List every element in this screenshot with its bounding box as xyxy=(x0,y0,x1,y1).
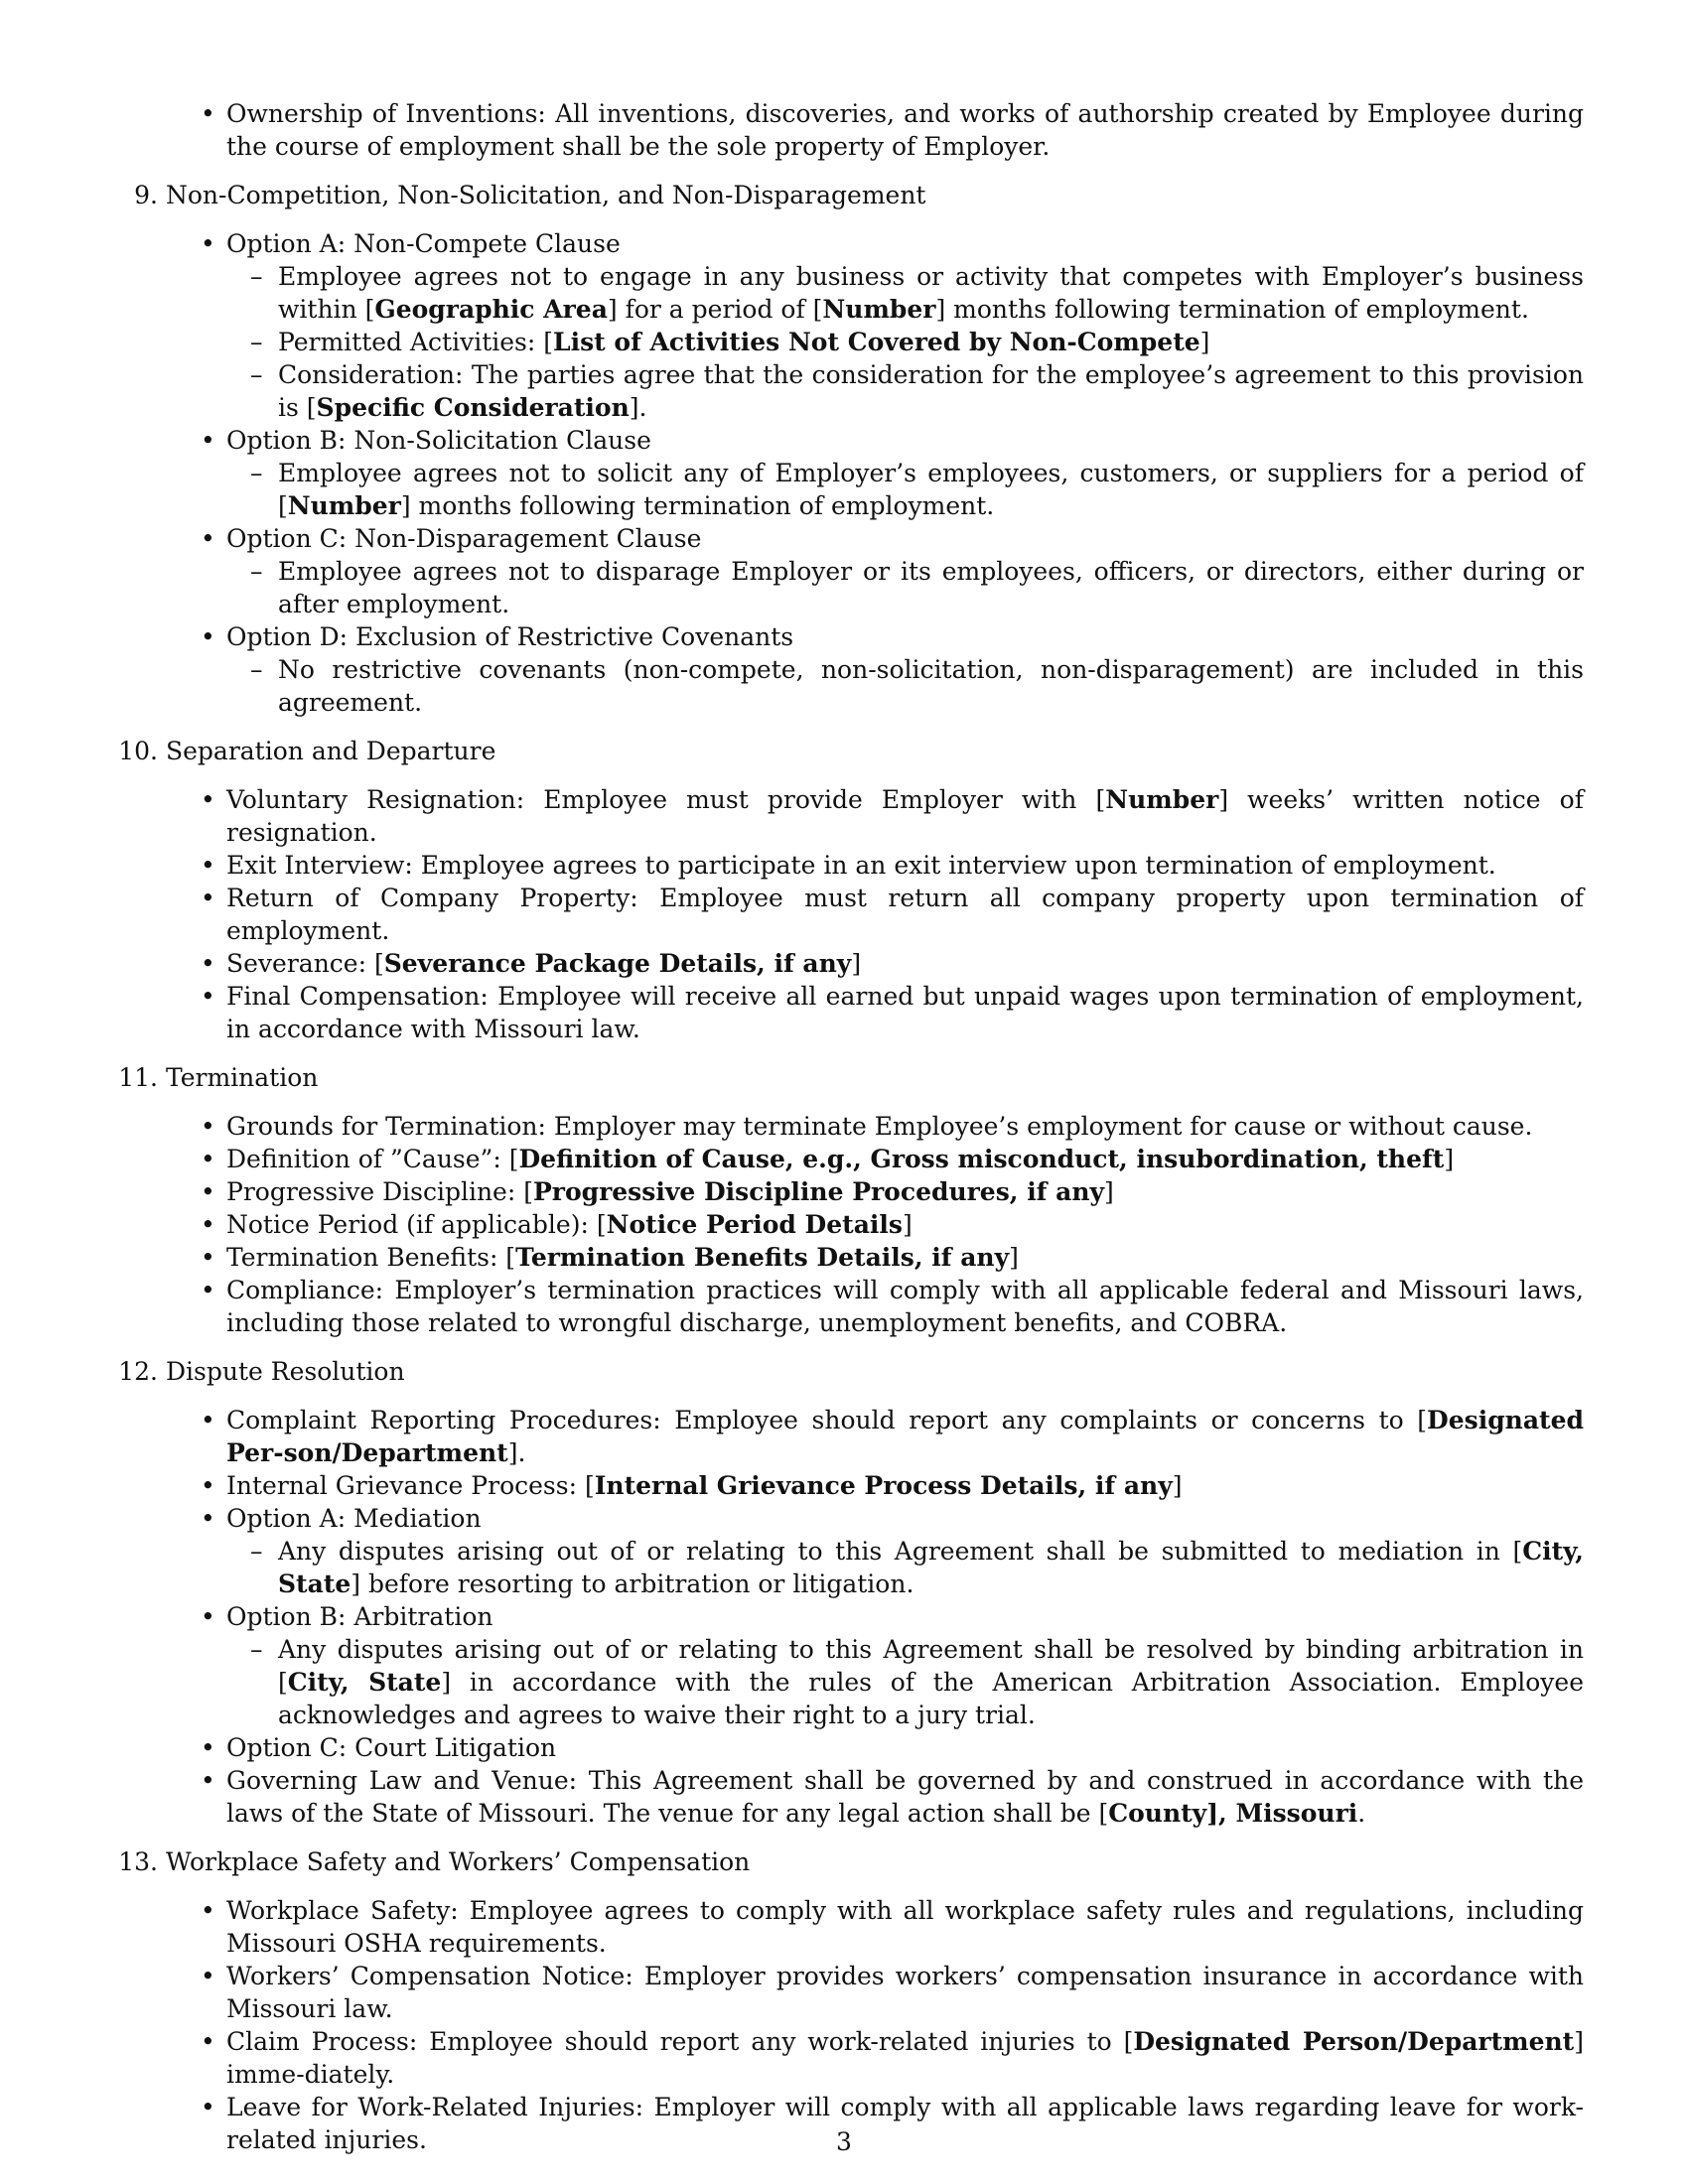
sub-list-item xyxy=(250,358,1584,424)
text-run: . xyxy=(1357,1799,1366,1828)
section-title: Termination xyxy=(166,1063,319,1092)
placeholder-field: Notice Period Details xyxy=(606,1210,903,1239)
sub-list-item xyxy=(250,326,1584,358)
list-item xyxy=(201,1469,1584,1502)
list-item-text xyxy=(226,980,1584,1045)
section-heading xyxy=(114,1061,1584,1094)
list-item-text xyxy=(226,1241,1584,1274)
list-item xyxy=(201,980,1584,1045)
text-run: ] imme-diately. xyxy=(226,2027,1584,2089)
text-run: Complaint Reporting Procedures: Employee should report any complaints or concerns to [ xyxy=(226,1406,1428,1434)
list-item-text xyxy=(226,1404,1584,1469)
dash-icon: – xyxy=(250,1537,263,1566)
list-item-text xyxy=(226,1960,1584,2025)
bullet-icon: • xyxy=(201,1962,215,1990)
list-item xyxy=(201,1731,1584,1764)
bullet-icon: • xyxy=(201,1112,215,1141)
section-heading xyxy=(114,179,1584,211)
list-item xyxy=(201,1274,1584,1339)
section-number: 12. xyxy=(118,1357,158,1386)
bullet-icon: • xyxy=(201,2027,215,2056)
placeholder-field: Definition of Cause, e.g., Gross misconduct, insubordination, theft xyxy=(518,1145,1445,1173)
list-item-text: Option D: Exclusion of Restrictive Covenants xyxy=(226,622,794,651)
bullet-icon: • xyxy=(201,1766,215,1795)
text-run: ] weeks’ written notice of resignation. xyxy=(226,785,1584,847)
placeholder-field: Designated Per-son/Department xyxy=(226,1406,1584,1467)
list-item xyxy=(201,522,1584,620)
placeholder-field: Severance Package Details, if any xyxy=(383,949,852,978)
list-item-text xyxy=(226,1143,1584,1175)
text-run: Any disputes arising out of or relating to this Agreement shall be resolved by binding arbitration in [ xyxy=(278,1635,1584,1697)
list-item-text xyxy=(226,849,1584,882)
text-run: ] in accordance with the rules of the American Arbitration Association. Employee acknowledges and agrees to waive their right to a jury trial. xyxy=(278,1668,1584,1729)
text-run: Compliance: Employer’s termination practices will comply with all applicable federal and Missouri laws, including those related to wrongful discharge, unemployment benefits, and COBRA. xyxy=(226,1276,1584,1337)
list-item-text: Option A: Non-Compete Clause xyxy=(226,229,621,258)
bullet-icon: • xyxy=(201,1896,215,1925)
text-run: ] xyxy=(1104,1177,1114,1206)
text-run: Permitted Activities: [ xyxy=(278,328,553,356)
list-item xyxy=(201,1502,1584,1600)
dash-icon: – xyxy=(250,1635,263,1664)
bullet-icon: • xyxy=(201,229,215,258)
text-run: Consideration: The parties agree that the consideration for the employee’s agreement to this provision is [ xyxy=(278,360,1584,422)
sub-list-item xyxy=(250,457,1584,522)
section-10 xyxy=(114,735,1584,1045)
dash-icon: – xyxy=(250,655,263,684)
list-item-text: Option B: Arbitration xyxy=(226,1602,493,1631)
sub-list xyxy=(226,457,1584,522)
bullet-icon: • xyxy=(201,1406,215,1434)
text-run: ] months following termination of employment. xyxy=(400,491,995,520)
section-title: Workplace Safety and Workers’ Compensation xyxy=(166,1847,751,1876)
bullet-icon: • xyxy=(201,949,215,978)
list-item xyxy=(201,1600,1584,1731)
sub-list xyxy=(226,555,1584,620)
sub-list xyxy=(226,260,1584,424)
section-title: Separation and Departure xyxy=(166,737,496,765)
text-run: Option C: Court Litigation xyxy=(226,1733,557,1762)
text-run: Termination Benefits: [ xyxy=(226,1243,516,1272)
sections xyxy=(114,179,1584,2156)
section-number: 11. xyxy=(118,1063,158,1092)
text-run: Return of Company Property: Employee must return all company property upon termination of employment. xyxy=(226,884,1584,945)
bullet-icon: • xyxy=(201,1276,215,1304)
placeholder-field: Specific Consideration xyxy=(316,393,630,422)
placeholder-field: Number xyxy=(822,295,936,324)
section-number: 13. xyxy=(118,1847,158,1876)
text-run: Claim Process: Employee should report any work-related injuries to [ xyxy=(226,2027,1134,2056)
text-run: Exit Interview: Employee agrees to participate in an exit interview upon termination of employment. xyxy=(226,851,1496,880)
list-item-text xyxy=(226,1208,1584,1241)
list-item xyxy=(201,620,1584,719)
section-title: Dispute Resolution xyxy=(166,1357,405,1386)
text-run: Definition of ”Cause”: [ xyxy=(226,1145,519,1173)
text-run: ] xyxy=(902,1210,913,1239)
bullet-icon: • xyxy=(201,524,215,553)
section-number: 9. xyxy=(134,181,158,209)
sub-list-item-text xyxy=(278,653,1584,719)
bullet-list xyxy=(114,1110,1584,1339)
list-item-text xyxy=(226,1175,1584,1208)
section-9 xyxy=(114,179,1584,719)
list-item xyxy=(201,1960,1584,2025)
section-11 xyxy=(114,1061,1584,1339)
placeholder-field: City, State xyxy=(278,1537,1584,1598)
top-bullet-list xyxy=(114,97,1584,163)
text-run: ] months following termination of employment. xyxy=(935,295,1529,324)
bullet-icon: • xyxy=(201,99,215,128)
section-12 xyxy=(114,1355,1584,1830)
bullet-icon: • xyxy=(201,1471,215,1500)
list-item xyxy=(201,1110,1584,1143)
sub-list-item xyxy=(250,1633,1584,1731)
list-item xyxy=(201,1764,1584,1830)
text-run: Employee agrees not to engage in any business or activity that competes with Employer’s business within xyxy=(278,262,1584,324)
bullet-list xyxy=(114,783,1584,1045)
list-item xyxy=(201,1208,1584,1241)
text-run: ]. xyxy=(507,1438,526,1467)
list-item-text: Option C: Non-Disparagement Clause xyxy=(226,524,702,553)
sub-list-item-text xyxy=(278,1633,1584,1731)
text-run: Any disputes arising out of or relating to this Agreement shall be submitted to mediation in [ xyxy=(278,1537,1523,1566)
bullet-icon: • xyxy=(201,1145,215,1173)
sub-list-item-text xyxy=(278,457,1584,522)
sub-list xyxy=(226,653,1584,719)
text-run: Notice Period (if applicable): [ xyxy=(226,1210,607,1239)
dash-icon: – xyxy=(250,557,263,586)
text-run: ] xyxy=(1172,1471,1183,1500)
text-run: ] for a period of [ xyxy=(607,295,823,324)
text-run: Progressive Discipline: [ xyxy=(226,1177,533,1206)
sub-list-item xyxy=(250,260,1584,326)
dash-icon: – xyxy=(250,459,263,487)
list-item xyxy=(201,882,1584,947)
placeholder-field: Termination Benefits Details, if any xyxy=(515,1243,1010,1272)
bullet-icon: • xyxy=(201,982,215,1011)
dash-icon: – xyxy=(250,360,263,389)
sub-list xyxy=(226,1535,1584,1600)
list-item-text xyxy=(226,1469,1584,1502)
text-run: Final Compensation: Employee will receive all earned but unpaid wages upon termination of employment, in accordance with Missouri law. xyxy=(226,982,1584,1043)
placeholder-field: Internal Grievance Process Details, if any xyxy=(594,1471,1173,1500)
list-item-text xyxy=(226,783,1584,849)
bullet-icon: • xyxy=(201,1177,215,1206)
list-item xyxy=(201,227,1584,424)
list-item-text xyxy=(226,1274,1584,1339)
list-item xyxy=(201,947,1584,980)
placeholder-field: City, State xyxy=(287,1668,442,1697)
list-item-text xyxy=(226,1731,1584,1764)
sub-list-item xyxy=(250,653,1584,719)
list-item-text xyxy=(226,1894,1584,1960)
text-run: ] xyxy=(1199,328,1210,356)
document-body xyxy=(114,97,1584,2172)
bullet-list xyxy=(114,227,1584,719)
section-13 xyxy=(114,1845,1584,2156)
text-run: Grounds for Termination: Employer may terminate Employee’s employment for cause or without cause. xyxy=(226,1112,1533,1141)
list-item xyxy=(201,2025,1584,2091)
section-title: Non-Competition, Non-Solicitation, and Non-Disparagement xyxy=(166,181,926,209)
placeholder-field: Number xyxy=(1105,785,1219,814)
text-run: Voluntary Resignation: Employee must provide Employer with [ xyxy=(226,785,1106,814)
bullet-icon: • xyxy=(201,622,215,651)
list-item-text xyxy=(226,882,1584,947)
text-run: [ xyxy=(364,295,375,324)
placeholder-field: Number xyxy=(287,491,401,520)
list-item-text: Ownership of Inventions: All inventions, discoveries, and works of authorship created by Employee during the course of employment shall be the sole property of Employer. xyxy=(226,99,1584,161)
bullet-icon: • xyxy=(201,1733,215,1762)
section-number: 10. xyxy=(118,737,158,765)
text-run: Employee agrees not to disparage Employer or its employees, officers, or directors, either during or after employment. xyxy=(278,557,1584,618)
section-heading xyxy=(114,735,1584,767)
bullet-icon: • xyxy=(201,426,215,455)
page-number: 3 xyxy=(836,2127,852,2156)
bullet-icon: • xyxy=(201,884,215,912)
section-heading xyxy=(114,1845,1584,1878)
list-item xyxy=(201,1894,1584,1960)
text-run: ] xyxy=(1444,1145,1455,1173)
list-item-text: Option A: Mediation xyxy=(226,1504,482,1533)
list-item xyxy=(201,424,1584,522)
bullet-icon: • xyxy=(201,851,215,880)
sub-list-item-text xyxy=(278,358,1584,424)
placeholder-field: Geographic Area xyxy=(374,295,608,324)
dash-icon: – xyxy=(250,328,263,356)
dash-icon: – xyxy=(250,262,263,291)
list-item-text xyxy=(226,1764,1584,1830)
placeholder-field: County], Missouri xyxy=(1108,1799,1358,1828)
list-item-text xyxy=(226,947,1584,980)
text-run: Governing Law and Venue: This Agreement shall be governed by and construed in accordance with the laws of the State of Missouri. The venue for any legal action shall be [ xyxy=(226,1766,1584,1828)
text-run: Employee agrees not to solicit any of Employer’s employees, customers, or suppliers for a period of [ xyxy=(278,459,1584,520)
list-item-text: Option B: Non-Solicitation Clause xyxy=(226,426,651,455)
text-run: Severance: [ xyxy=(226,949,384,978)
sub-list-item-text xyxy=(278,1535,1584,1600)
sub-list-item-text xyxy=(278,326,1584,358)
text-run: Leave for Work-Related Injuries: Employer will comply with all applicable laws regarding leave for work-related injuries. xyxy=(226,2093,1584,2154)
bullet-icon: • xyxy=(201,785,215,814)
placeholder-field: List of Activities Not Covered by Non-Compete xyxy=(553,328,1200,356)
bullet-icon: • xyxy=(201,1210,215,1239)
bullet-list xyxy=(114,1404,1584,1830)
bullet-list xyxy=(114,1894,1584,2156)
list-item xyxy=(201,1143,1584,1175)
bullet-icon: • xyxy=(201,2093,215,2121)
bullet-icon: • xyxy=(201,1504,215,1533)
sub-list xyxy=(226,1633,1584,1731)
bullet-icon: • xyxy=(201,1602,215,1631)
list-item-text xyxy=(226,1110,1584,1143)
bullet-icon: • xyxy=(201,1243,215,1272)
text-run: Internal Grievance Process: [ xyxy=(226,1471,595,1500)
text-run: ] before resorting to arbitration or litigation. xyxy=(351,1570,914,1598)
text-run: ] xyxy=(851,949,862,978)
list-item xyxy=(201,1175,1584,1208)
list-item xyxy=(201,1404,1584,1469)
section-heading xyxy=(114,1355,1584,1388)
list-item xyxy=(201,783,1584,849)
list-item xyxy=(201,97,1584,163)
text-run: Workers’ Compensation Notice: Employer provides workers’ compensation insurance in accordance with Missouri law. xyxy=(226,1962,1584,2023)
list-item xyxy=(201,1241,1584,1274)
text-run: ] xyxy=(1009,1243,1019,1272)
text-run: ]. xyxy=(629,393,647,422)
list-item xyxy=(201,849,1584,882)
placeholder-field: Designated Person/Department xyxy=(1133,2027,1575,2056)
sub-list-item-text xyxy=(278,555,1584,620)
placeholder-field: Progressive Discipline Procedures, if any xyxy=(532,1177,1105,1206)
text-run: Workplace Safety: Employee agrees to comply with all workplace safety rules and regulations, including Missouri OSHA requirements. xyxy=(226,1896,1584,1958)
sub-list-item xyxy=(250,555,1584,620)
sub-list-item-text xyxy=(278,260,1584,326)
text-run: No restrictive covenants (non-compete, non-solicitation, non-disparagement) are included in this agreement. xyxy=(278,655,1584,717)
list-item-text xyxy=(226,2025,1584,2091)
sub-list-item xyxy=(250,1535,1584,1600)
